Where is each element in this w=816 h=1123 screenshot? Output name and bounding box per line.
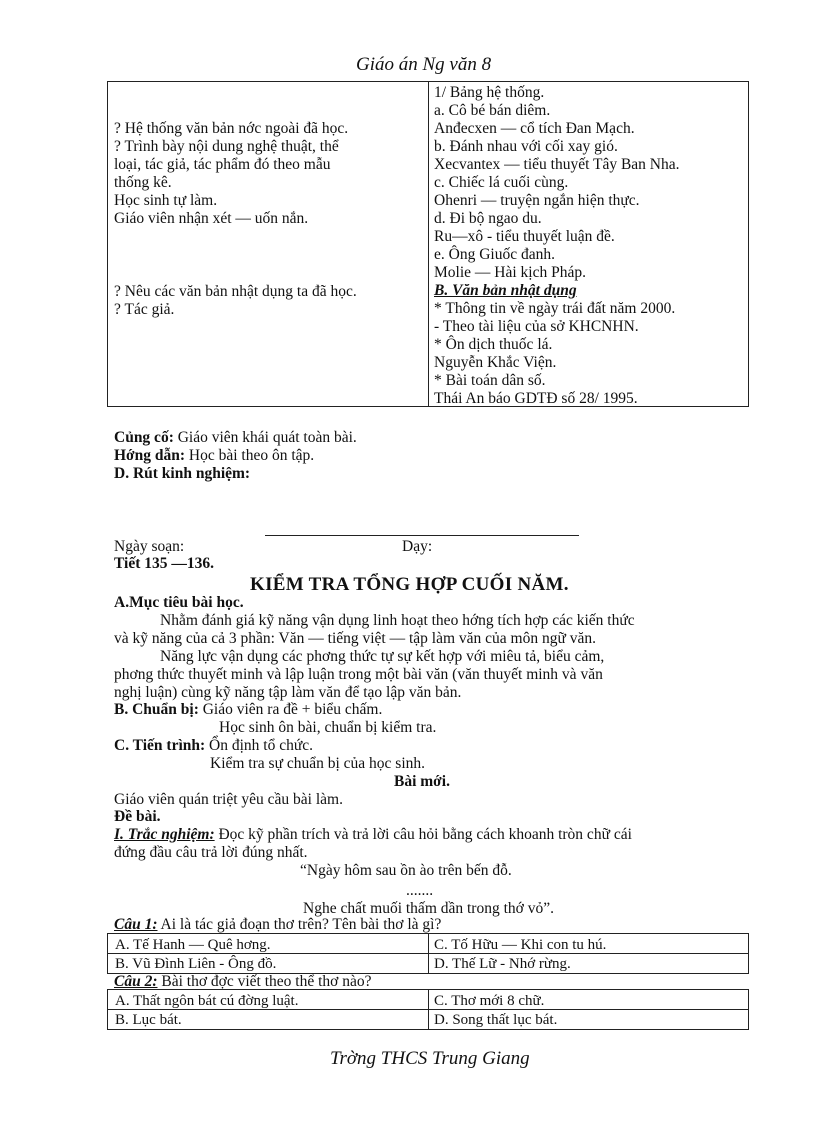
option-a[interactable]: A. Tế Hanh — Quê hơng.: [115, 937, 271, 953]
muc-tieu-p1-l1: Nhằm đánh giá kỹ năng vận dụng linh hoạt theo hớng tích hợp các kiến thức: [160, 612, 635, 629]
muc-tieu-heading: A.Mục tiêu bài học.: [114, 594, 244, 611]
muc-tieu-p1-l2: và kỹ năng của cả 3 phần: Văn — tiếng việt — tập làm văn của môn ngữ văn.: [114, 630, 597, 647]
tien-trinh-text: Ổn định tổ chức.: [205, 737, 313, 754]
right-line: e. Ông Giuốc đanh.: [434, 246, 555, 263]
right-line: Ru—xô - tiểu thuyết luận đề.: [434, 228, 615, 245]
cung-co-line: [114, 429, 357, 447]
chuan-bi-text: Giáo viên ra đề + biểu chấm.: [198, 701, 383, 718]
day-label: Dạy:: [402, 538, 433, 555]
question-1-options: [107, 933, 749, 974]
trac-nghiem-label: I. Trắc nghiệm:: [114, 826, 215, 843]
muc-tieu-p2-l2: phơng thức thuyết minh và lập luận trong một bài văn (văn thuyết minh và văn: [114, 666, 603, 683]
chuan-bi-label: B. Chuẩn bị:: [114, 701, 199, 718]
right-line: Xecvantex — tiểu thuyết Tây Ban Nha.: [434, 156, 680, 173]
huong-dan-label: Hớng dẫn:: [114, 447, 186, 464]
table-divider: [428, 82, 429, 406]
option-a[interactable]: A. Thất ngôn bát cú đờng luật.: [115, 993, 299, 1009]
muc-tieu-p2-l1: Năng lực vận dụng các phơng thức tự sự kết hợp với miêu tả, biểu cảm,: [160, 648, 605, 665]
question-1: [114, 916, 441, 934]
muc-tieu-p2-l3: nghị luận) cùng kỹ năng tập làm văn để tạo lập văn bản.: [114, 684, 462, 701]
tien-trinh-text2: Kiểm tra sự chuẩn bị của học sinh.: [210, 755, 426, 772]
exam-title: KIỂM TRA TỔNG HỢP CUỐI NĂM.: [250, 574, 569, 595]
right-line: Nguyễn Khắc Viện.: [434, 354, 557, 371]
section-b-heading: B. Văn bản nhật dụng: [434, 282, 577, 299]
option-c[interactable]: C. Thơ mới 8 chữ.: [434, 993, 545, 1009]
right-line: c. Chiếc lá cuối cùng.: [434, 174, 569, 191]
option-d[interactable]: D. Thế Lữ - Nhớ rừng.: [434, 956, 571, 972]
left-line: ? Nêu các văn bản nhật dụng ta đã học.: [114, 283, 357, 300]
options-col-divider: [428, 990, 429, 1029]
left-line: ? Tác giả.: [114, 301, 175, 318]
right-line: 1/ Bảng hệ thống.: [434, 84, 545, 101]
trac-nghiem-line: [114, 826, 632, 844]
question-label: Câu 1:: [114, 916, 158, 933]
page-footer: Trờng THCS Trung Giang: [330, 1048, 530, 1069]
left-line: ? Hệ thống văn bản nớc ngoài đã học.: [114, 120, 349, 137]
trac-nghiem-text: Đọc kỹ phần trích và trả lời câu hỏi bằng cách khoanh tròn chữ cái: [214, 826, 632, 843]
option-d[interactable]: D. Song thất lục bát.: [434, 1012, 558, 1028]
right-line: * Bài toán dân số.: [434, 372, 546, 389]
right-line: b. Đánh nhau với cối xay gió.: [434, 138, 618, 155]
quote-line-1: “Ngày hôm sau ồn ào trên bến đỗ.: [300, 862, 512, 879]
right-line: Molie — Hài kịch Pháp.: [434, 264, 586, 281]
tien-trinh-label: C. Tiến trình:: [114, 737, 206, 754]
table-left-column-2: [114, 283, 357, 319]
rut-kinh-nghiem: D. Rút kinh nghiệm:: [114, 465, 251, 482]
quan-triet: Giáo viên quán triệt yêu cầu bài làm.: [114, 791, 343, 808]
huong-dan-text: Học bài theo ôn tập.: [185, 447, 315, 464]
option-b[interactable]: B. Vũ Đình Liên - Ông đồ.: [115, 956, 277, 972]
right-line: d. Đi bộ ngao du.: [434, 210, 542, 227]
right-line: Thái An báo GDTĐ số 28/ 1995.: [434, 390, 638, 407]
table-right-column: [434, 84, 680, 408]
right-line: * Ôn dịch thuốc lá.: [434, 336, 553, 353]
table-left-column: [114, 120, 348, 228]
page-header: Giáo án Ng văn 8: [356, 54, 492, 75]
left-line: ? Trình bày nội dung nghệ thuật, thể: [114, 138, 339, 155]
question-text: Bài thơ đợc viết theo thể thơ nào?: [157, 973, 372, 990]
tien-trinh-line: [114, 737, 313, 755]
tiet: Tiết 135 —136.: [114, 555, 215, 572]
question-2-options: [107, 989, 749, 1030]
right-line: - Theo tài liệu của sở KHCNHN.: [434, 318, 639, 335]
right-line: Anđecxen — cổ tích Đan Mạch.: [434, 120, 635, 137]
chuan-bi-text2: Học sinh ôn bài, chuẩn bị kiểm tra.: [219, 719, 437, 736]
ngay-soan: Ngày soạn:: [114, 538, 185, 555]
left-line: loại, tác giả, tác phẩm đó theo mẫu: [114, 156, 331, 173]
chuan-bi-line: [114, 701, 382, 719]
huong-dan-line: [114, 447, 314, 465]
cung-co-label: Củng cố:: [114, 429, 174, 446]
cung-co-text: Giáo viên khái quát toàn bài.: [173, 429, 357, 446]
de-bai: Đề bài.: [114, 808, 161, 825]
left-line: thống kê.: [114, 174, 172, 191]
right-line: a. Cô bé bán diêm.: [434, 102, 551, 119]
options-col-divider: [428, 934, 429, 973]
question-text: Ai là tác giả đoạn thơ trên? Tên bài thơ là gì?: [157, 916, 442, 933]
trac-nghiem-text-l2: đứng đầu câu trả lời đúng nhất.: [114, 844, 308, 861]
quote-line-2: Nghe chất muối thấm dần trong thớ vỏ”.: [303, 900, 554, 917]
left-line: Học sinh tự làm.: [114, 192, 218, 209]
question-label: Câu 2:: [114, 973, 158, 990]
quote-dots: .......: [406, 882, 434, 899]
separator-rule: [265, 535, 579, 536]
right-line: * Thông tin về ngày trái đất năm 2000.: [434, 300, 676, 317]
option-c[interactable]: C. Tố Hữu — Khi con tu hú.: [434, 937, 607, 953]
right-line: Ohenri — truyện ngắn hiện thực.: [434, 192, 640, 209]
left-line: Giáo viên nhận xét — uốn nắn.: [114, 210, 309, 227]
bai-moi: Bài mới.: [394, 773, 450, 790]
option-b[interactable]: B. Lục bát.: [115, 1012, 182, 1028]
